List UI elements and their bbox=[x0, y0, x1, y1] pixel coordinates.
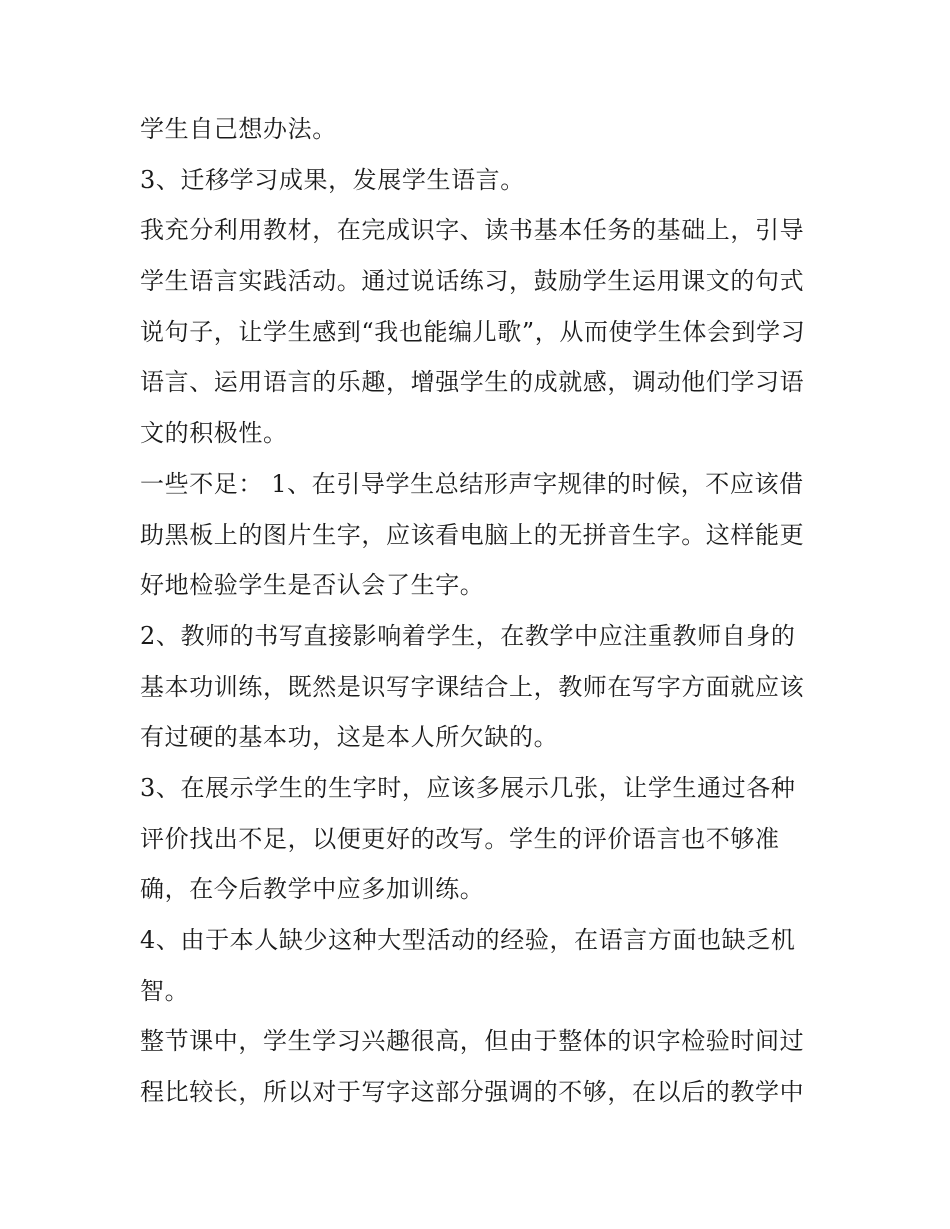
text-line: 好地检验学生是否认会了生字。 bbox=[140, 571, 485, 600]
text-line: 整节课中，学生学习兴趣很高，但由于整体的识字检验时间过 bbox=[140, 1027, 805, 1056]
text-line: 学生语言实践活动。通过说话练习，鼓励学生运用课文的句式 bbox=[140, 267, 805, 296]
text-line: 评价找出不足，以便更好的改写。学生的评价语言也不够准 bbox=[140, 824, 780, 853]
text-line: 一些不足： 1、在引导学生总结形声字规律的时候，不应该借 bbox=[140, 469, 804, 498]
text-line: 说句子，让学生感到“我也能编儿歌”，从而使学生体会到学习 bbox=[140, 317, 806, 346]
text-line: 语言、运用语言的乐趣，增强学生的成就感，调动他们学习语 bbox=[140, 368, 805, 397]
text-line: 2、教师的书写直接影响着学生，在教学中应注重教师自身的 bbox=[140, 621, 796, 650]
text-line: 学生自己想办法。 bbox=[140, 115, 337, 143]
text-line: 智。 bbox=[140, 976, 190, 1005]
text-line: 基本功训练，既然是识写字课结合上，教师在写字方面就应该 bbox=[140, 672, 805, 701]
text-line: 有过硬的基本功，这是本人所欠缺的。 bbox=[140, 723, 559, 752]
text-line: 3、迁移学习成果，发展学生语言。 bbox=[140, 165, 525, 194]
document-body bbox=[140, 104, 820, 1118]
text-line: 我充分利用教材，在完成识字、读书基本任务的基础上，引导 bbox=[140, 216, 805, 245]
text-line: 助黑板上的图片生字，应该看电脑上的无拼音生字。这样能更 bbox=[140, 520, 805, 549]
text-line: 程比较长，所以对于写字这部分强调的不够，在以后的教学中 bbox=[140, 1078, 805, 1107]
text-line: 3、在展示学生的生字时，应该多展示几张，让学生通过各种 bbox=[140, 773, 796, 802]
text-line: 4、由于本人缺少这种大型活动的经验，在语言方面也缺乏机 bbox=[140, 926, 796, 954]
text-line: 文的积极性。 bbox=[140, 419, 288, 448]
text-line: 确，在今后教学中应多加训练。 bbox=[140, 875, 485, 904]
